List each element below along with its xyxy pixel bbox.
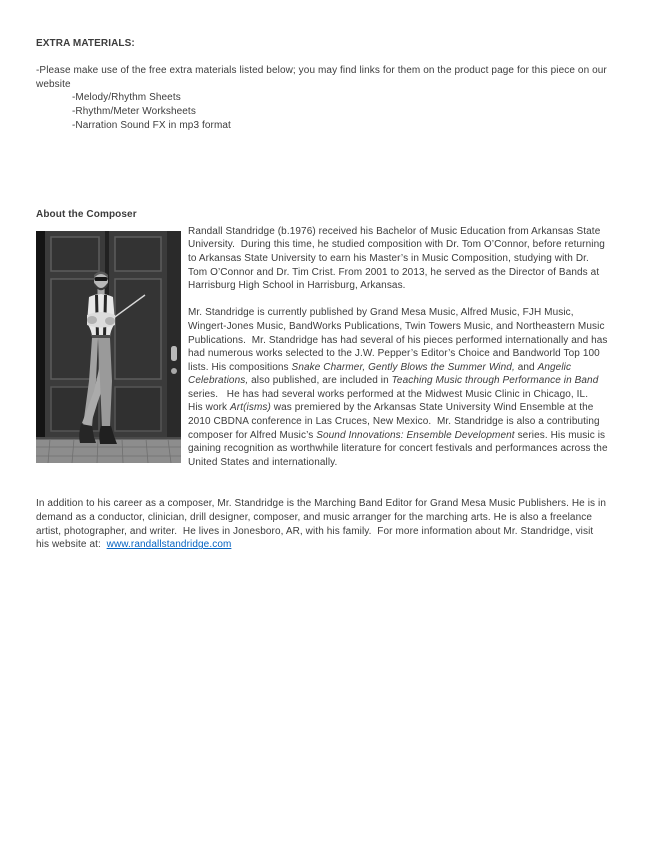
- body-text: series. He has had several works performed at the Midwest Music Clinic in Chicago, IL. His work: [188, 375, 602, 414]
- extra-materials-heading: EXTRA MATERIALS:: [36, 38, 135, 49]
- list-item: -Melody/Rhythm Sheets: [72, 92, 181, 104]
- extra-materials-section: [36, 37, 608, 132]
- italic-title-text: Angelic Celebrations,: [188, 361, 574, 387]
- sunglasses: [95, 277, 108, 281]
- list-item: -Rhythm/Meter Worksheets: [72, 105, 196, 117]
- list-item: -Narration Sound FX in mp3 format: [72, 119, 231, 131]
- body-text: series. His music is gaining recognition as worthwhile literature for concert festivals and performances across the United States and internationally.: [188, 429, 611, 468]
- italic-title-text: Teaching Music through Performance in Band: [391, 375, 599, 387]
- italic-title-text: Sound Innovations: Ensemble Development: [316, 429, 515, 441]
- composer-photo: [36, 231, 181, 463]
- body-text: was premiered by the Arkansas State University Wind Ensemble at the 2010 CBDNA conference in Las Cruces, New Mexico. Mr. Standridge is also a contributing composer for Alfred Music’s: [188, 402, 603, 441]
- about-composer-section: [36, 208, 611, 552]
- italic-title-text: Art(isms): [230, 402, 271, 414]
- door-handle: [171, 346, 177, 374]
- about-composer-heading: About the Composer: [36, 209, 137, 221]
- body-text: Mr. Standridge is currently published by Grand Mesa Music, Alfred Music, FJH Music, Wingert-Jones Music, BandWorks Publications, Twin Towers Music, and Northeastern Music Publications. Mr. Standridge has had several of his pieces performed internationally and has had numerous works selected to the J.W. Pepper’s Editor’s Choice and Bandworld Top 100 lists. His compositions: [188, 307, 611, 373]
- composer-paragraph-1: Randall Standridge (b.1976) received his Bachelor of Music Education from Arkansas State University. During this time, he studied composition with Dr. Tom O’Connor, before returning to Arkansas State University to earn his Master’s in Music Composition, studying with Dr. Tom O’Connor and Dr. Tim Crist. From 2001 to 2013, he served as the Director of Bands at Harrisburg High School in Harrisburg, Arkansas.: [188, 225, 608, 292]
- website-link[interactable]: www.randallstandridge.com: [106, 539, 232, 551]
- extra-materials-list: [72, 91, 608, 132]
- extra-materials-intro: -Please make use of the free extra materials listed below; you may find links for them on the product page for this piece on our website: [36, 65, 610, 90]
- italic-title-text: Snake Charmer, Gently Blows the Summer Wind,: [291, 361, 515, 373]
- body-text: also published, are included in: [248, 375, 392, 387]
- body-text: In addition to his career as a composer, Mr. Standridge is the Marching Band Editor for Grand Mesa Music Publishers. He is in demand as a conductor, clinician, drill designer, composer, and music arranger for the marching arts. He is also a freelance artist, photographer, and writer. He lives in Jonesboro, AR, with his family. For more information about Mr. Standridge, visit his website at:: [36, 498, 609, 551]
- composer-paragraph-3: [36, 497, 608, 551]
- body-text: and: [514, 361, 538, 373]
